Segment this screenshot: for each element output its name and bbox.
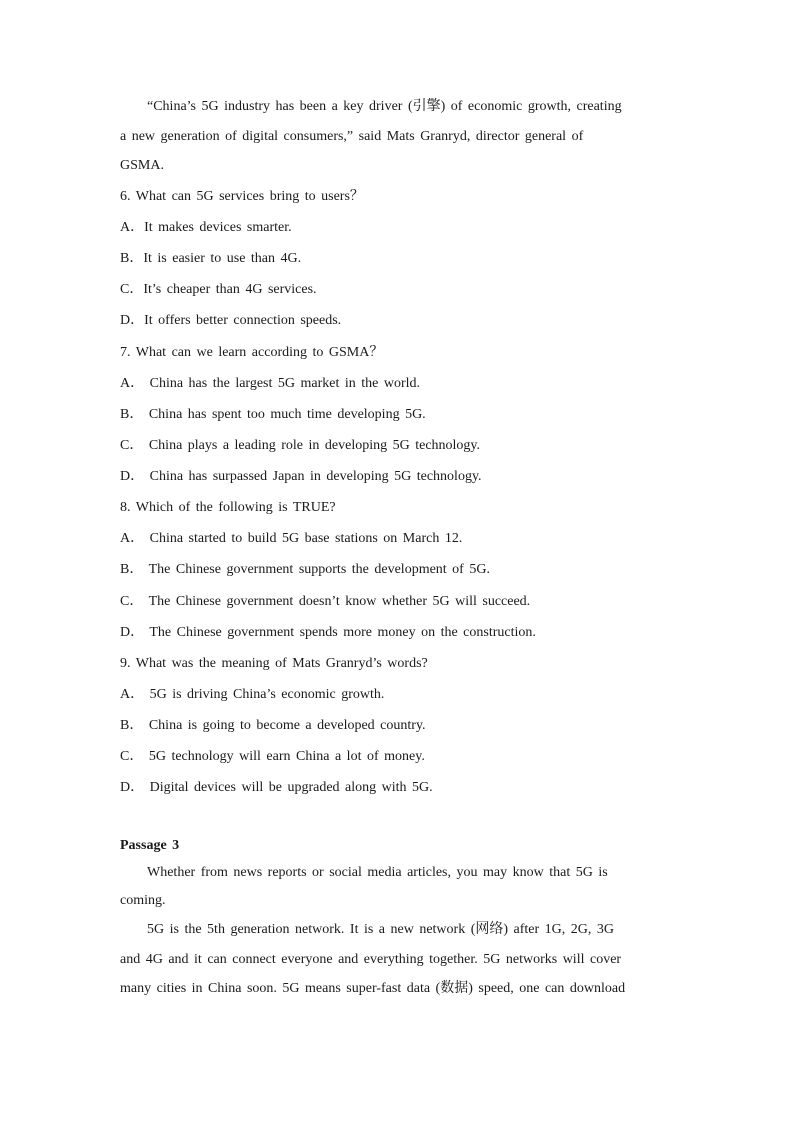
- passage-3-p1-line-2: coming.: [120, 893, 166, 908]
- question-8-option-c: C． The Chinese government doesn’t know whether 5G will succeed.: [120, 594, 531, 609]
- question-9-option-c: C． 5G technology will earn China a lot of money.: [120, 749, 425, 764]
- question-8-option-a: A． China started to build 5G base stations on March 12.: [120, 531, 463, 546]
- question-8-stem: 8. Which of the following is TRUE?: [120, 500, 336, 515]
- question-6-option-d: D．It offers better connection speeds.: [120, 313, 342, 328]
- question-6-option-b: B．It is easier to use than 4G.: [120, 251, 302, 266]
- question-9-option-d: D． Digital devices will be upgraded along with 5G.: [120, 780, 433, 795]
- passage-3-p2-line-1: 5G is the 5th generation network. It is a new network (网络) after 1G, 2G, 3G: [147, 922, 615, 937]
- passage-3-p1-line-1: Whether from news reports or social media articles, you may know that 5G is: [147, 865, 608, 880]
- question-9-stem: 9. What was the meaning of Mats Granryd’s words?: [120, 656, 428, 671]
- question-8-option-b: B． The Chinese government supports the development of 5G.: [120, 562, 490, 577]
- question-8-option-d: D． The Chinese government spends more money on the construction.: [120, 625, 536, 640]
- question-6-option-c: C．It’s cheaper than 4G services.: [120, 282, 317, 297]
- question-7-stem: 7. What can we learn according to GSMA？: [120, 345, 384, 360]
- question-9-option-a: A． 5G is driving China’s economic growth.: [120, 687, 385, 702]
- question-7-option-c: C． China plays a leading role in developing 5G technology.: [120, 438, 481, 453]
- quote-line-3: GSMA.: [120, 158, 164, 173]
- question-6-option-a: A．It makes devices smarter.: [120, 220, 292, 235]
- passage-3-heading: Passage 3: [120, 838, 180, 853]
- passage-3-p2-line-2: and 4G and it can connect everyone and everything together. 5G networks will cover: [120, 952, 622, 967]
- question-7-option-a: A． China has the largest 5G market in the world.: [120, 376, 421, 391]
- passage-3-p2-line-3: many cities in China soon. 5G means super-fast data (数据) speed, one can download: [120, 981, 626, 996]
- question-7-option-b: B． China has spent too much time developing 5G.: [120, 407, 426, 422]
- question-6-stem: 6. What can 5G services bring to users？: [120, 189, 364, 204]
- question-9-option-b: B． China is going to become a developed country.: [120, 718, 426, 733]
- quote-line-2: a new generation of digital consumers,” said Mats Granryd, director general of: [120, 129, 584, 144]
- question-7-option-d: D． China has surpassed Japan in developing 5G technology.: [120, 469, 482, 484]
- quote-line-1: “China’s 5G industry has been a key driver (引擎) of economic growth, creating: [147, 99, 622, 114]
